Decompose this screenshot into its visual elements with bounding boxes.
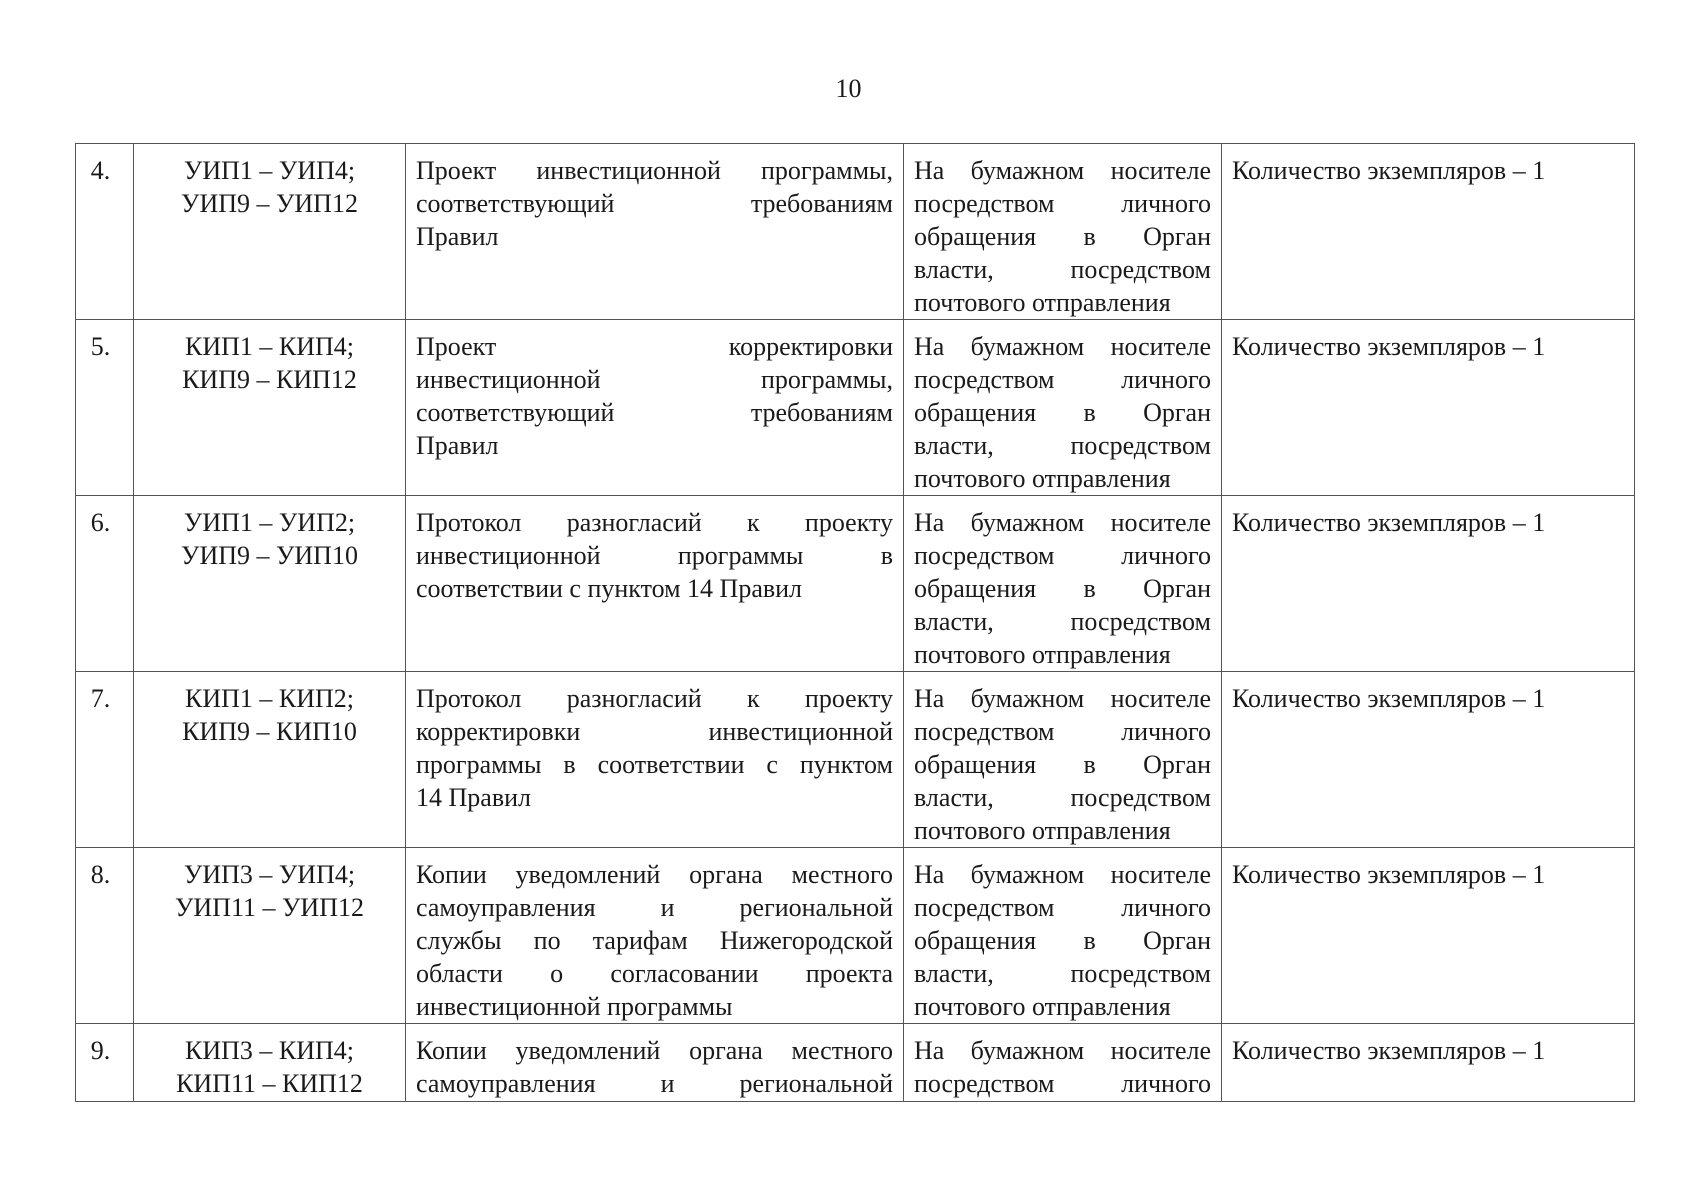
document-name-cell — [406, 144, 904, 320]
row-number: 7. — [76, 672, 134, 848]
document-name-line: Правил — [416, 431, 499, 460]
code-range-cell — [134, 672, 406, 848]
submission-method-line: На бумажном носителе — [914, 508, 1211, 537]
document-name-line: Проект инвестиционной программы, — [416, 156, 893, 185]
table-row — [76, 320, 1635, 496]
copies-count-cell: Количество экземпляров – 1 — [1222, 144, 1635, 320]
document-name-line: области о согласовании проекта — [416, 959, 893, 988]
copies-count-cell: Количество экземпляров – 1 — [1222, 496, 1635, 672]
code-range-line: КИП9 – КИП12 — [182, 365, 357, 394]
document-name-line: Протокол разногласий к проекту — [416, 508, 893, 537]
document-name-cell — [406, 496, 904, 672]
code-range-line: УИП3 – УИП4; — [183, 860, 356, 889]
document-name-line: самоуправления и региональной — [416, 893, 893, 922]
submission-method-line: почтового отправления — [914, 464, 1171, 493]
document-name-line: Копии уведомлений органа местного — [416, 1036, 893, 1065]
row-number: 6. — [76, 496, 134, 672]
submission-method-line: посредством личного — [914, 365, 1211, 394]
code-range-line: КИП3 – КИП4; — [184, 1036, 354, 1065]
submission-method-line: почтового отправления — [914, 816, 1171, 845]
table-row — [76, 848, 1635, 1024]
submission-method-cell — [904, 496, 1222, 672]
submission-method-line: власти, посредством — [914, 255, 1211, 284]
table-row — [76, 1024, 1635, 1102]
document-name-line: самоуправления и региональной — [416, 1069, 893, 1098]
document-name-line: Копии уведомлений органа местного — [416, 860, 893, 889]
submission-method-line: На бумажном носителе — [914, 332, 1211, 361]
document-name-line: инвестиционной программы — [416, 992, 733, 1021]
submission-method-line: обращения в Орган — [914, 926, 1211, 955]
submission-method-line: обращения в Орган — [914, 398, 1211, 427]
code-range-cell — [134, 496, 406, 672]
document-name-line: корректировки инвестиционной — [416, 717, 893, 746]
submission-method-line: посредством личного — [914, 893, 1211, 922]
row-number: 4. — [76, 144, 134, 320]
submission-method-cell — [904, 1024, 1222, 1102]
copies-count-cell: Количество экземпляров – 1 — [1222, 320, 1635, 496]
submission-method-line: На бумажном носителе — [914, 860, 1211, 889]
code-range-cell — [134, 848, 406, 1024]
submission-method-cell — [904, 320, 1222, 496]
submission-method-line: На бумажном носителе — [914, 684, 1211, 713]
row-number: 5. — [76, 320, 134, 496]
code-range-line: УИП9 – УИП10 — [181, 541, 358, 570]
submission-method-line: власти, посредством — [914, 607, 1211, 636]
document-name-cell — [406, 672, 904, 848]
submission-method-line: посредством личного — [914, 541, 1211, 570]
submission-method-line: посредством личного — [914, 717, 1211, 746]
code-range-line: КИП9 – КИП10 — [182, 717, 357, 746]
code-range-cell — [134, 144, 406, 320]
document-name-line: программы в соответствии с пунктом — [416, 750, 893, 779]
document-name-line: инвестиционной программы в — [416, 541, 893, 570]
document-name-line: инвестиционной программы, — [416, 365, 893, 394]
table-row — [76, 672, 1635, 848]
table-body — [76, 144, 1635, 1102]
document-name-line: соответствующий требованиям — [416, 398, 893, 427]
code-range-line: УИП11 – УИП12 — [175, 893, 364, 922]
submission-method-line: почтового отправления — [914, 992, 1171, 1021]
submission-method-line: власти, посредством — [914, 959, 1211, 988]
submission-method-cell — [904, 672, 1222, 848]
code-range-line: УИП9 – УИП12 — [181, 189, 358, 218]
submission-method-line: власти, посредством — [914, 431, 1211, 460]
submission-method-line: почтового отправления — [914, 288, 1171, 317]
code-range-cell — [134, 320, 406, 496]
code-range-cell — [134, 1024, 406, 1102]
submission-method-line: На бумажном носителе — [914, 1036, 1211, 1065]
copies-count-cell: Количество экземпляров – 1 — [1222, 672, 1635, 848]
document-name-cell — [406, 1024, 904, 1102]
row-number: 8. — [76, 848, 134, 1024]
submission-method-line: почтового отправления — [914, 640, 1171, 669]
copies-count-cell: Количество экземпляров – 1 — [1222, 1024, 1635, 1102]
document-name-line: службы по тарифам Нижегородской — [416, 926, 893, 955]
table-row — [76, 144, 1635, 320]
submission-method-cell — [904, 144, 1222, 320]
submission-method-line: На бумажном носителе — [914, 156, 1211, 185]
submission-method-line: обращения в Орган — [914, 574, 1211, 603]
document-name-cell — [406, 848, 904, 1024]
code-range-line: УИП1 – УИП4; — [183, 156, 356, 185]
document-name-cell — [406, 320, 904, 496]
document-name-line: Правил — [416, 222, 499, 251]
table-row — [76, 496, 1635, 672]
code-range-line: КИП1 – КИП2; — [184, 684, 354, 713]
document-name-line: Проект корректировки — [416, 332, 893, 361]
submission-method-line: власти, посредством — [914, 783, 1211, 812]
document-name-line: 14 Правил — [416, 783, 531, 812]
document-name-line: соответствующий требованиям — [416, 189, 893, 218]
page-number: 10 — [835, 74, 862, 103]
submission-method-line: посредством личного — [914, 1069, 1211, 1098]
submission-method-cell — [904, 848, 1222, 1024]
submission-method-line: посредством личного — [914, 189, 1211, 218]
code-range-line: КИП11 – КИП12 — [176, 1069, 363, 1098]
document-name-line: соответствии с пунктом 14 Правил — [416, 574, 803, 603]
document-name-line: Протокол разногласий к проекту — [416, 684, 893, 713]
code-range-line: УИП1 – УИП2; — [183, 508, 356, 537]
submission-method-line: обращения в Орган — [914, 222, 1211, 251]
submission-method-line: обращения в Орган — [914, 750, 1211, 779]
copies-count-cell: Количество экземпляров – 1 — [1222, 848, 1635, 1024]
row-number: 9. — [76, 1024, 134, 1102]
document-table — [75, 143, 1635, 1102]
code-range-line: КИП1 – КИП4; — [184, 332, 354, 361]
